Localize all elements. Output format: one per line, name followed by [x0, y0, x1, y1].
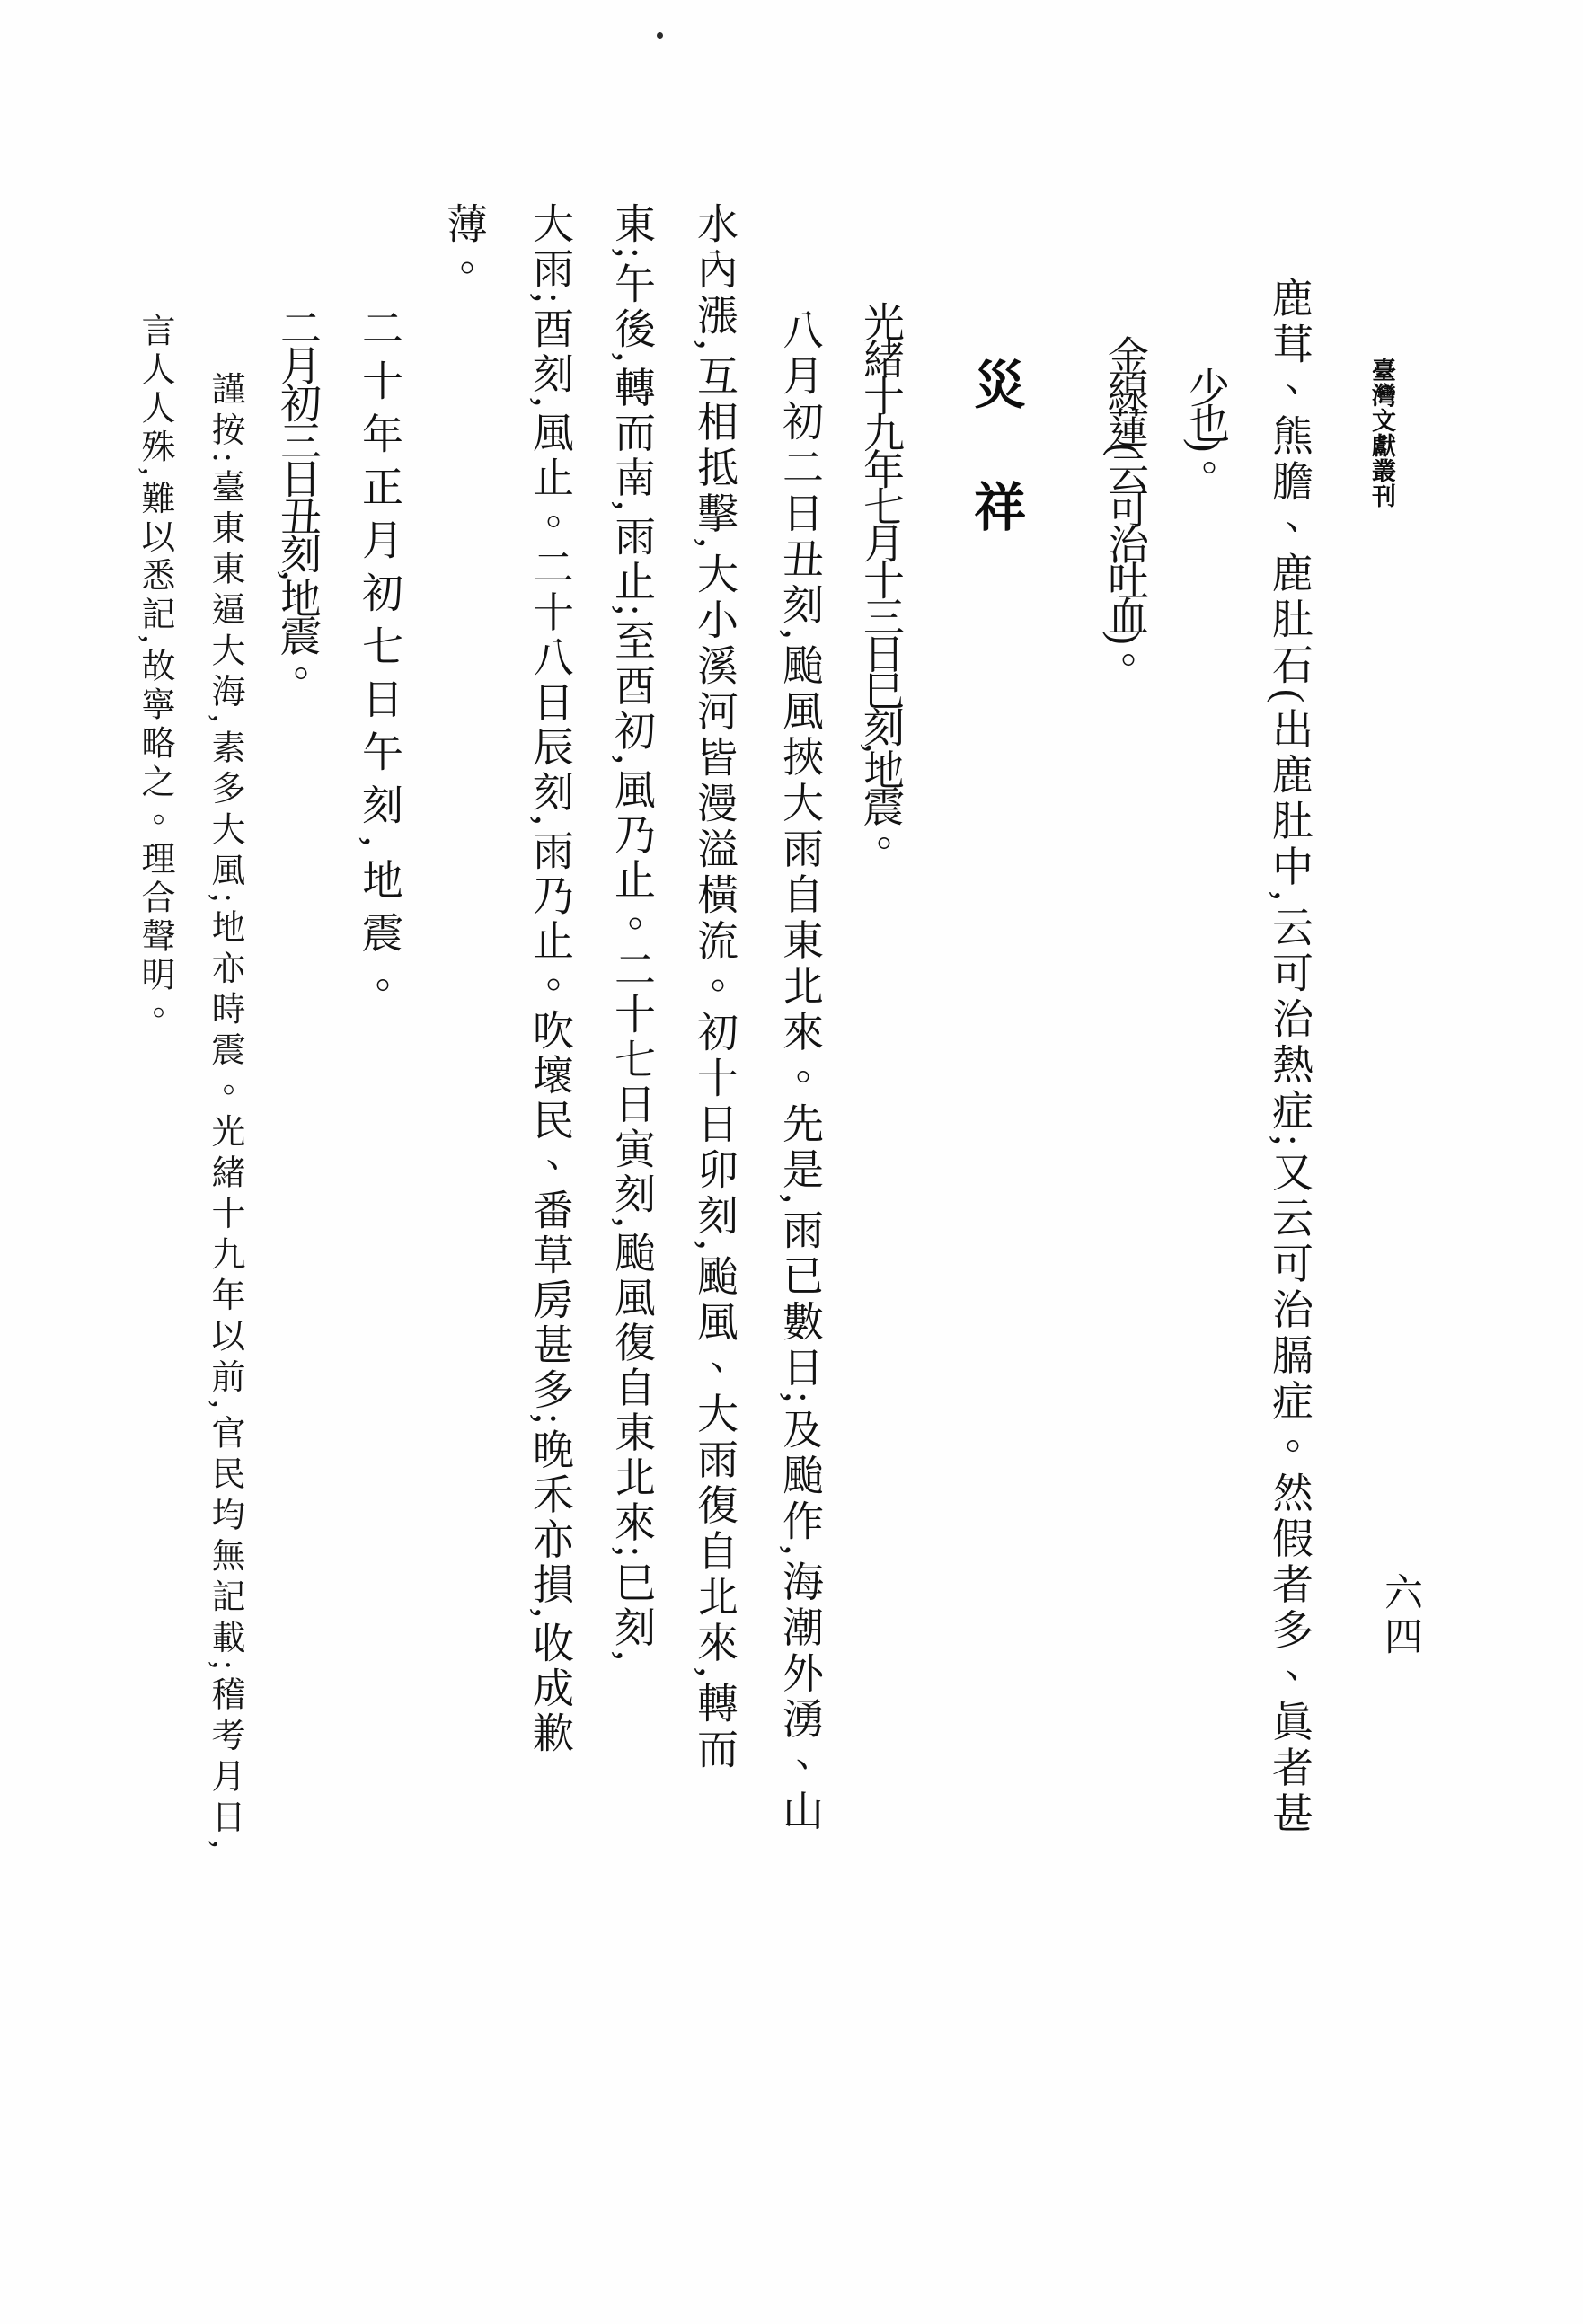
text-column-8: 大雨;酉刻,風止。二十八日辰刻,雨乃止。吹壞民、番草房甚多;晚禾亦損,收成歉: [527, 202, 573, 1757]
text-column-11: 二月初三日丑刻,地震。: [275, 306, 321, 691]
editor-note-column-2: 言人人殊,難以悉記,故寧略之。理合聲明。: [136, 313, 173, 1034]
folio-page-number: 六四: [1379, 1572, 1421, 1660]
text-column-10: 二十年正月初七日午刻,地震。: [357, 306, 402, 1018]
running-head-series-title: 臺灣文獻叢刊: [1368, 358, 1395, 508]
text-column-6: 水內漲,互相抵擊,大小溪河皆漫溢橫流。初十日卯刻,颱風、大雨復自北來,轉而: [692, 202, 738, 1773]
text-column-9: 薄。: [441, 202, 487, 292]
text-column-4: 光緒十九年七月十三日巳刻,地震。: [858, 301, 904, 860]
ink-speck: [657, 32, 663, 39]
editor-note-column-1: 謹按:臺東東逼大海,素多大風;地亦時震。光緒十九年以前,官民均無記載;稽考月日,: [206, 371, 243, 1856]
text-column-7: 東;午後,轉而南,雨止;至酉初,風乃止。二十七日寅刻,颱風復自東北來;巳刻,: [609, 202, 655, 1665]
text-column-3: 金線蓮(云可治吐血)。: [1102, 335, 1148, 676]
section-heading: 災 祥: [966, 358, 1024, 541]
text-column-2: 少也)。: [1183, 367, 1229, 483]
text-column-5: 八月初二日丑刻,颱風挾大雨自東北來。先是,雨已數日;及颱作,海潮外湧、山: [777, 308, 823, 1835]
text-column-1: 鹿茸、熊膽、鹿肚石(出鹿肚中,云可治熱症;又云可治膈症。然假者多、眞者甚: [1267, 277, 1313, 1838]
